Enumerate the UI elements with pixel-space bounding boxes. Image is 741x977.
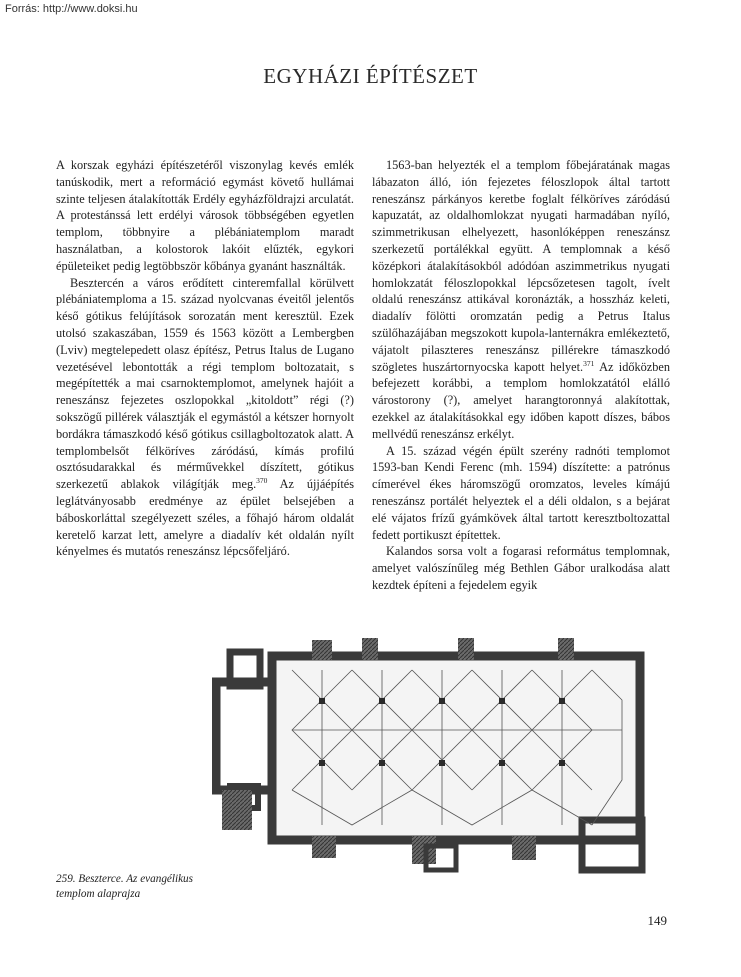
left-paragraph-2-text-b: Az újjáépítés leglátványosabb eredménye az épület belsejében a báboskorláttal szegélyezett széles, a főhajó három oldalát keretelő karzat lett, amelyre a diadalív két oldalán nyílt kényelmes és mutatós reneszánsz lépcsőfeljáró. [56, 477, 354, 559]
left-paragraph-1: A korszak egyházi építészetéről viszonylag kevés emlék tanúskodik, mert a reformáció egymást követő hullámai szinte teljesen átalakították Erdély egyházföldrajzi arculatát. A protestánssá lett erdélyi városok többségében egyetlen templom, többnyire a plébániatemplom maradt használatban, a kolostorok lakóit elűzték, egykori épületeiket pedig legtöbbször kőbánya gyanánt használták. [56, 158, 354, 273]
left-column [56, 157, 354, 560]
page-number: 149 [647, 913, 667, 928]
right-paragraph-1 [372, 157, 670, 443]
right-paragraph-1-text-b: Az időközben befejezett korábbi, a templom homlokzatától elálló várostorony (?), amelyet harangtoronnyá alakítottak, ezekkel az átalakításokkal egy időben kapott díszes, bábos mellvédű reneszánsz erkélyt. [372, 359, 671, 441]
source-line: Forrás: http://www.doksi.hu [5, 3, 138, 15]
right-paragraph-1-text-a: 1563-ban helyezték el a templom főbejáratának magas lábazaton álló, ión fejezetes féloszlopok által tartott reneszánsz párkányos keretbe foglalt félköríves záródású kapuzatát, az oldalhomlokzat nyugati harmadában nyíló, szimmetrikusan elhelyezett, hasonlóképpen reneszánsz szerkezetű portálékkal együtt. A templomnak a késő középkori átalakításokból adódóan aszimmetrikus nyugati homlokzatát féloszlopokkal lépcsőzetesen tagolt, ívelt oldalú reneszánsz attikával koronázták, a hosszház keleti, diadalív fölötti oromzatán pedig a Petrus Italus szülőhazájában megszokott kupola-lanternákra emlékeztető, vájatolt pilaszteres reneszánsz pillérekre támaszkodó szögletes huszártornyocska kapott helyet. [372, 158, 670, 374]
left-paragraph-2-text-a: Besztercén a város erődített cinteremfallal körülvett plébániatemploma a 15. század nyolcvanas éveitől jelentős késő gótikus felújítások sorozatán ment keresztül. Ezek utolsó szakaszában, 1559 és 1563 között a Lembergben (Lviv) megtelepedett olasz építész, Petrus Italus de Lugano vezetésével lebontották a régi templom boltozatait, s megépítették a mai csarnoktemplomot, amelynek hajóit a reneszánsz fejezetes oszlopokkal „kitoldott” régi (?) sokszögű pillérek választják el egymástól a kétszer hornyolt bordákra támaszkodó késő gótikus csillagboltozatok alatt. A templombelsőt félköríves záródású, kímás profilú osztósudarakkal és mérművekkel díszített, gótikus szerkezetű ablakok világítják meg. [56, 275, 354, 492]
footnote-370: 370 [256, 476, 268, 486]
footnote-371: 371 [583, 358, 595, 368]
figure-caption: 259. Beszterce. Az evangélikus templom alaprajza [56, 873, 194, 900]
left-paragraph-2 [56, 275, 354, 561]
right-paragraph-3: Kalandos sorsa volt a fogarasi református templomnak, amelyet valószínűleg még Bethlen Gábor uralkodása alatt kezdtek építeni a fejedelem egyik [372, 544, 670, 592]
right-paragraph-2: A 15. század végén épült szerény radnóti templomot 1593-ban Kendi Ferenc (mh. 1594) díszítette: a patrónus címerével ékes háromszögű oromzatos, leveles kímájú reneszánsz portálét helyeztek el a déli oldalon, s a bejárat elé vájatos frízű gyámkövek által tartott keresztboltozattal fedett portikuszt építettek. [372, 443, 670, 542]
church-floor-plan [212, 630, 672, 880]
right-column [372, 157, 670, 594]
page-title: EGYHÁZI ÉPÍTÉSZET [263, 64, 478, 88]
